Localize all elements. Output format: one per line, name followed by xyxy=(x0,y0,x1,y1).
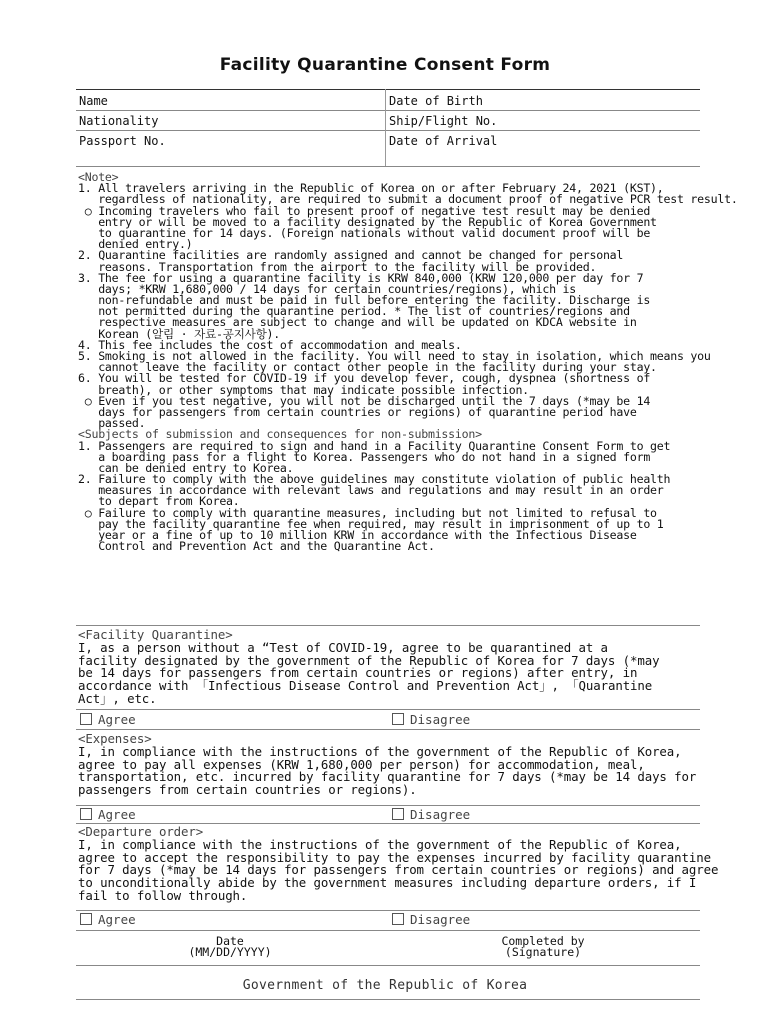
text-line: 1. All travelers arriving in the Republic of Korea on or after February 24, 2021 (KST), xyxy=(78,181,664,196)
text-line: not permitted during the quarantine period. * The list of countries/regions and xyxy=(78,304,630,319)
text-line: passed. xyxy=(78,416,146,431)
table-column-divider xyxy=(385,89,386,166)
date-label: Date xyxy=(216,934,244,948)
date-of-birth-label: Date of Birth xyxy=(389,94,483,108)
facility-quarantine-heading: <Facility Quarantine> xyxy=(78,627,233,642)
text-line: Control and Prevention Act and the Quarantine Act. xyxy=(78,539,435,554)
text-line: cannot leave the facility or contact other people in the facility during your stay. xyxy=(78,360,657,375)
departure-order-section xyxy=(78,824,719,903)
divider xyxy=(76,999,700,1000)
facility-quarantine-agree-checkbox[interactable]: Agree xyxy=(80,712,136,727)
text-line: Act」, etc. xyxy=(78,690,157,706)
divider xyxy=(76,965,700,966)
text-line: ○ Even if you test negative, you will not be discharged until the 7 days (*may be 14 xyxy=(78,393,651,408)
text-line: I, in compliance with the instructions of the government of the Republic of Korea, xyxy=(78,836,682,852)
expenses-agree-checkbox[interactable]: Agree xyxy=(80,807,136,822)
text-line: accordance with 「Infectious Disease Control and Prevention Act」, 「Quarantine xyxy=(78,678,653,694)
checkbox-icon xyxy=(80,808,92,820)
text-line: respective measures are subject to change and will be updated on KDCA website in xyxy=(78,315,637,330)
text-line: Korean (알림 · 자료-공지사항). xyxy=(78,326,281,341)
facility-quarantine-section xyxy=(78,629,700,706)
divider xyxy=(76,930,700,931)
text-line: pay the facility quarantine fee when required, may result in imprisonment of up to 1 xyxy=(78,516,664,531)
text-line: to unconditionally abide by the government measures including departure orders, if I xyxy=(78,875,697,891)
divider xyxy=(76,130,700,131)
text-line: 2. Quarantine facilities are randomly assigned and cannot be changed for personal xyxy=(78,248,624,263)
text-line: transportation, etc. incurred by facility quarantine for 7 days (*may be 14 days for xyxy=(78,769,697,785)
text-line: 4. This fee includes the cost of accommodation and meals. xyxy=(78,337,462,352)
footer-issuer: Government of the Republic of Korea xyxy=(242,978,528,993)
text-line: measures in accordance with relevant laws and regulations and may result in an order xyxy=(78,483,664,498)
page-title: Facility Quarantine Consent Form xyxy=(219,55,551,75)
ship-flight-label: Ship/Flight No. xyxy=(389,114,498,128)
text-line: denied entry.) xyxy=(78,237,193,252)
subjects-heading: <Subjects of submission and consequences for non-submission> xyxy=(78,427,482,442)
text-line: to quarantine for 14 days. (Foreign nationals without valid document proof will be xyxy=(78,225,651,240)
expenses-section xyxy=(78,733,700,797)
divider xyxy=(76,729,700,730)
text-line: regardless of nationality, are required to submit a document proof of negative PCR test result. xyxy=(78,192,738,207)
date-format-label: (MM/DD/YYYY) xyxy=(188,945,272,959)
date-of-arrival-label: Date of Arrival xyxy=(389,134,498,148)
text-line: 6. You will be tested for COVID-19 if you develop fever, cough, dyspnea (shortness of xyxy=(78,371,651,386)
text-line: a boarding pass for a flight to Korea. Passengers who do not hand in a signed form xyxy=(78,449,651,464)
text-line: to depart from Korea. xyxy=(78,494,240,509)
text-line: breath), or other symptoms that may indicate possible infection. xyxy=(78,382,529,397)
checkbox-icon xyxy=(392,713,404,725)
checkbox-icon xyxy=(80,713,92,725)
divider xyxy=(76,166,700,167)
text-line: days for passengers from certain countries or regions) of quarantine period have xyxy=(78,404,637,419)
divider xyxy=(76,625,700,626)
signature-field[interactable] xyxy=(488,936,598,958)
text-line: entry or will be moved to a facility designated by the Republic of Korea Government xyxy=(78,214,657,229)
expenses-disagree-checkbox[interactable]: Disagree xyxy=(392,807,470,822)
text-line: facility designated by the government of the Republic of Korea for 7 days (*may xyxy=(78,652,660,668)
text-line: I, in compliance with the instructions of the government of the Republic of Korea, xyxy=(78,743,682,759)
note-heading: <Note> xyxy=(78,170,119,184)
departure-order-heading: <Departure order> xyxy=(78,824,204,839)
divider xyxy=(76,910,700,911)
divider xyxy=(76,805,700,806)
text-line: 3. The fee for using a quarantine facility is KRW 840,000 (KRW 120,000 per day for 7 xyxy=(78,270,644,285)
text-line: agree to accept the responsibility to pay the expenses incurred by facility quarantine xyxy=(78,849,711,865)
text-line: 1. Passengers are required to sign and hand in a Facility Quarantine Consent Form to get xyxy=(78,438,671,453)
departure-disagree-checkbox[interactable]: Disagree xyxy=(392,912,470,927)
divider xyxy=(76,110,700,111)
text-line: 5. Smoking is not allowed in the facility. You will need to stay in isolation, which means you xyxy=(78,349,711,363)
checkbox-icon xyxy=(80,913,92,925)
text-line: year or a fine of up to 10 million KRW in accordance with the Infectious Disease xyxy=(78,528,637,542)
text-line: 2. Failure to comply with the above guidelines may constitute violation of public health xyxy=(78,472,671,487)
facility-quarantine-disagree-checkbox[interactable]: Disagree xyxy=(392,712,470,727)
passport-label: Passport No. xyxy=(79,134,166,148)
text-line: agree to pay all expenses (KRW 1,680,000 per person) for accommodation, meal, xyxy=(78,756,645,772)
nationality-label: Nationality xyxy=(79,114,159,128)
text-line: for 7 days (*may be 14 days for passengers from certain countries or regions) and agree xyxy=(78,862,719,878)
text-line: ○ Failure to comply with quarantine measures, including but not limited to refusal to xyxy=(78,505,657,520)
checkbox-icon xyxy=(392,913,404,925)
name-label: Name xyxy=(79,94,108,108)
text-line: fail to follow through. xyxy=(78,887,248,903)
text-line: non-refundable and must be paid in full before entering the facility. Discharge is xyxy=(78,293,651,308)
text-line: I, as a person without a “Test of COVID-19, agree to be quarantined at a xyxy=(78,639,608,655)
expenses-heading: <Expenses> xyxy=(78,731,152,746)
date-field[interactable] xyxy=(180,936,280,958)
text-line: ○ Incoming travelers who fail to present proof of negative test result may be denied xyxy=(78,203,651,218)
text-line: reasons. Transportation from the airport to the facility will be provided. xyxy=(78,259,597,274)
note-section xyxy=(78,170,738,554)
checkbox-icon xyxy=(392,808,404,820)
departure-agree-checkbox[interactable]: Agree xyxy=(80,912,136,927)
text-line: passengers from certain countries or regions). xyxy=(78,782,417,798)
signature-label: (Signature) xyxy=(504,945,582,959)
text-line: be 14 days for passengers from certain countries or regions) after entry, in xyxy=(78,665,638,681)
text-line: days; *KRW 1,680,000 / 14 days for certain countries/regions), which is xyxy=(78,281,577,296)
table-top-border xyxy=(76,89,700,90)
text-line: can be denied entry to Korea. xyxy=(78,460,294,475)
completed-by-label: Completed by xyxy=(501,934,585,948)
divider xyxy=(76,709,700,710)
